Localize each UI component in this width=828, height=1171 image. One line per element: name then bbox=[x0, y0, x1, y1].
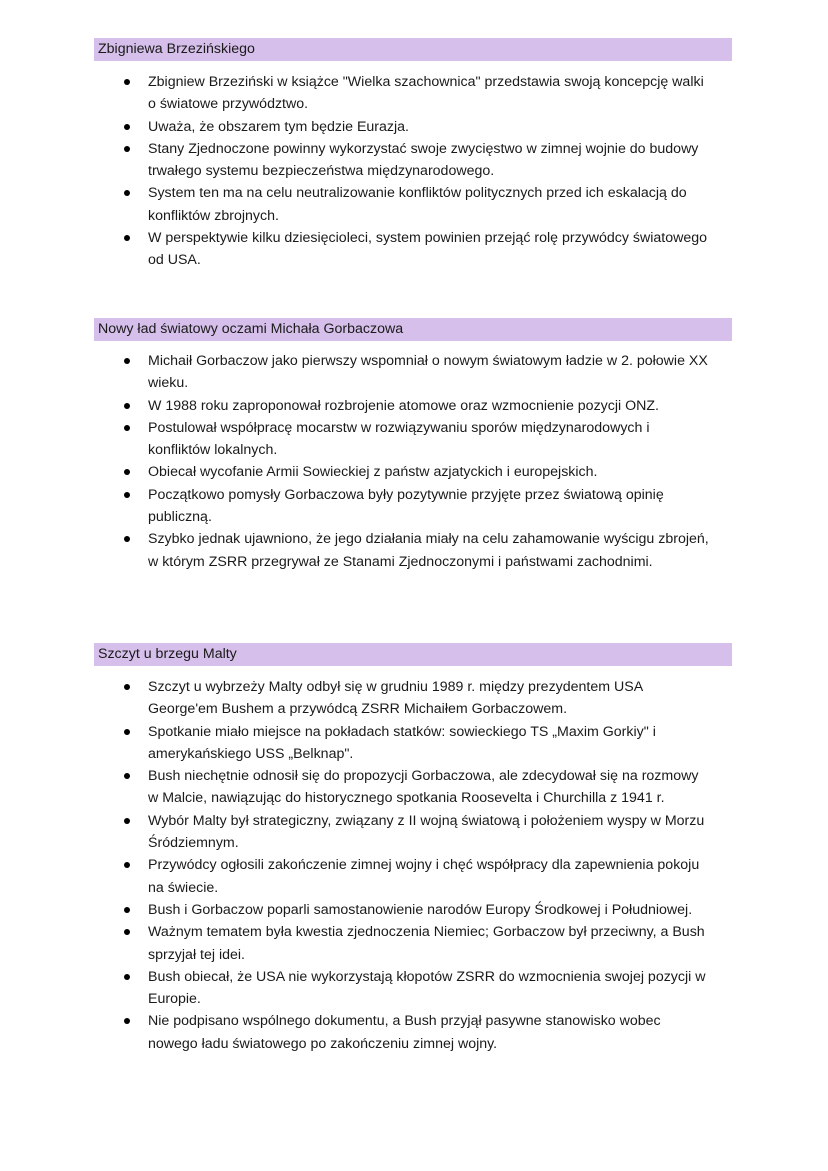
list-item bbox=[94, 395, 732, 417]
bullet-icon bbox=[124, 146, 130, 152]
bullet-icon bbox=[124, 974, 130, 980]
bullet-icon bbox=[124, 818, 130, 824]
list-item-text: Ważnym tematem była kwestia zjednoczenia Niemiec; Gorbaczow był przeciwny, a Bush sprzyjał tej idei. bbox=[148, 924, 705, 963]
list-item-text: Bush obiecał, że USA nie wykorzystają kłopotów ZSRR do wzmocnienia swojej pozycji w Europie. bbox=[148, 968, 706, 1008]
list-item bbox=[94, 854, 732, 899]
list-item-text: Michaił Gorbaczow jako pierwszy wspomniał o nowym światowym ładzie w 2. połowie XX wieku. bbox=[148, 353, 708, 392]
list-item bbox=[94, 484, 732, 529]
list-item bbox=[94, 1010, 732, 1055]
list-item-text: Szybko jednak ujawniono, że jego działania miały na celu zahamowanie wyścigu zbrojeń, w którym ZSRR przegrywał ze Stanami Zjednoczonymi i państwami zachodnimi. bbox=[148, 531, 709, 570]
bullet-icon bbox=[124, 492, 130, 498]
list-item-text: Zbigniew Brzeziński w książce "Wielka szachownica" przedstawia swoją koncepcję walki o światowe przywództwo. bbox=[148, 74, 704, 113]
list-item bbox=[94, 417, 732, 462]
list-item-text: Bush i Gorbaczow poparli samostanowienie narodów Europy Środkowej i Południowej. bbox=[148, 901, 693, 918]
bullet-icon bbox=[124, 684, 130, 690]
list-item-text: Początkowo pomysły Gorbaczowa były pozytywnie przyjęte przez światową opinię publiczną. bbox=[148, 486, 664, 526]
bullet-icon bbox=[124, 403, 130, 409]
list-item bbox=[94, 138, 732, 183]
list-item bbox=[94, 227, 732, 272]
bullet-icon bbox=[124, 79, 130, 85]
bullet-icon bbox=[124, 124, 130, 130]
bullet-icon bbox=[124, 773, 130, 779]
list-item-text: Postulował współpracę mocarstw w rozwiązywaniu sporów międzynarodowych i konfliktów lokalnych. bbox=[148, 419, 650, 459]
bullet-icon bbox=[124, 929, 130, 935]
list-item-text: Obiecał wycofanie Armii Sowieckiej z państw azjatyckich i europejskich. bbox=[148, 464, 598, 481]
list-item-text: Przywódcy ogłosili zakończenie zimnej wojny i chęć współpracy dla zapewnienia pokoju na świecie. bbox=[148, 857, 700, 896]
bullet-icon bbox=[124, 536, 130, 542]
bullet-icon bbox=[124, 190, 130, 196]
bullet-icon bbox=[124, 862, 130, 868]
list-item-text: W 1988 roku zaproponował rozbrojenie atomowe oraz wzmocnienie pozycji ONZ. bbox=[148, 397, 659, 414]
list-item bbox=[94, 899, 732, 921]
bullet-icon bbox=[124, 729, 130, 735]
list-item-text: Bush niechętnie odnosił się do propozycji Gorbaczowa, ale zdecydował się na rozmowy w Malcie, nawiązując do historycznego spotkania Roosevelta i Churchilla z 1941 r. bbox=[148, 768, 699, 807]
list-item bbox=[94, 966, 732, 1011]
list-item-text: Stany Zjednoczone powinny wykorzystać swoje zwycięstwo w zimnej wojnie do budowy trwałego systemu bezpieczeństwa międzynarodowego. bbox=[148, 140, 699, 180]
list-item-text: Szczyt u wybrzeży Malty odbył się w grudniu 1989 r. między prezydentem USA George'em Bushem a przywódcą ZSRR Michaiłem Gorbaczowem. bbox=[148, 679, 643, 718]
list-item bbox=[94, 721, 732, 766]
bullet-icon bbox=[124, 1018, 130, 1024]
list-item-text: Spotkanie miało miejsce na pokładach statków: sowieckiego TS „Maxim Gorkiy" i amerykańskiego USS „Belknap". bbox=[148, 723, 656, 762]
list-item-text: Wybór Malty był strategiczny, związany z II wojną światową i położeniem wyspy w Morzu Śródziemnym. bbox=[148, 812, 705, 852]
section-heading: Nowy ład światowy oczami Michała Gorbaczowa bbox=[94, 318, 732, 341]
list-item bbox=[94, 921, 732, 966]
bullet-icon bbox=[124, 235, 130, 241]
section-brzezinski bbox=[94, 38, 732, 272]
bullet-icon bbox=[124, 358, 130, 364]
list-item-text: Uważa, że obszarem tym będzie Eurazja. bbox=[148, 118, 410, 135]
bullet-icon bbox=[124, 425, 130, 431]
section-malta-summit bbox=[94, 643, 732, 1055]
list-item-text: W perspektywie kilku dziesięcioleci, system powinien przejąć rolę przywódcy światowego od USA. bbox=[148, 230, 708, 269]
list-item bbox=[94, 350, 732, 395]
list-item bbox=[94, 461, 732, 483]
list-item bbox=[94, 676, 732, 721]
list-item bbox=[94, 765, 732, 810]
bullet-list bbox=[94, 350, 732, 573]
section-heading: Szczyt u brzegu Malty bbox=[94, 643, 732, 666]
list-item bbox=[94, 116, 732, 138]
list-item-text: Nie podpisano wspólnego dokumentu, a Bush przyjął pasywne stanowisko wobec nowego ładu światowego po zakończeniu zimnej wojny. bbox=[148, 1013, 661, 1052]
section-heading: Zbigniewa Brzezińskiego bbox=[94, 38, 732, 61]
bullet-icon bbox=[124, 469, 130, 475]
list-item bbox=[94, 810, 732, 855]
list-item bbox=[94, 528, 732, 573]
list-item-text: System ten ma na celu neutralizowanie konfliktów politycznych przed ich eskalacją do konfliktów zbrojnych. bbox=[148, 185, 687, 224]
list-item bbox=[94, 182, 732, 227]
list-item bbox=[94, 71, 732, 116]
bullet-list bbox=[94, 676, 732, 1055]
bullet-icon bbox=[124, 907, 130, 913]
bullet-list bbox=[94, 71, 732, 272]
section-gorbaczow bbox=[94, 318, 732, 573]
